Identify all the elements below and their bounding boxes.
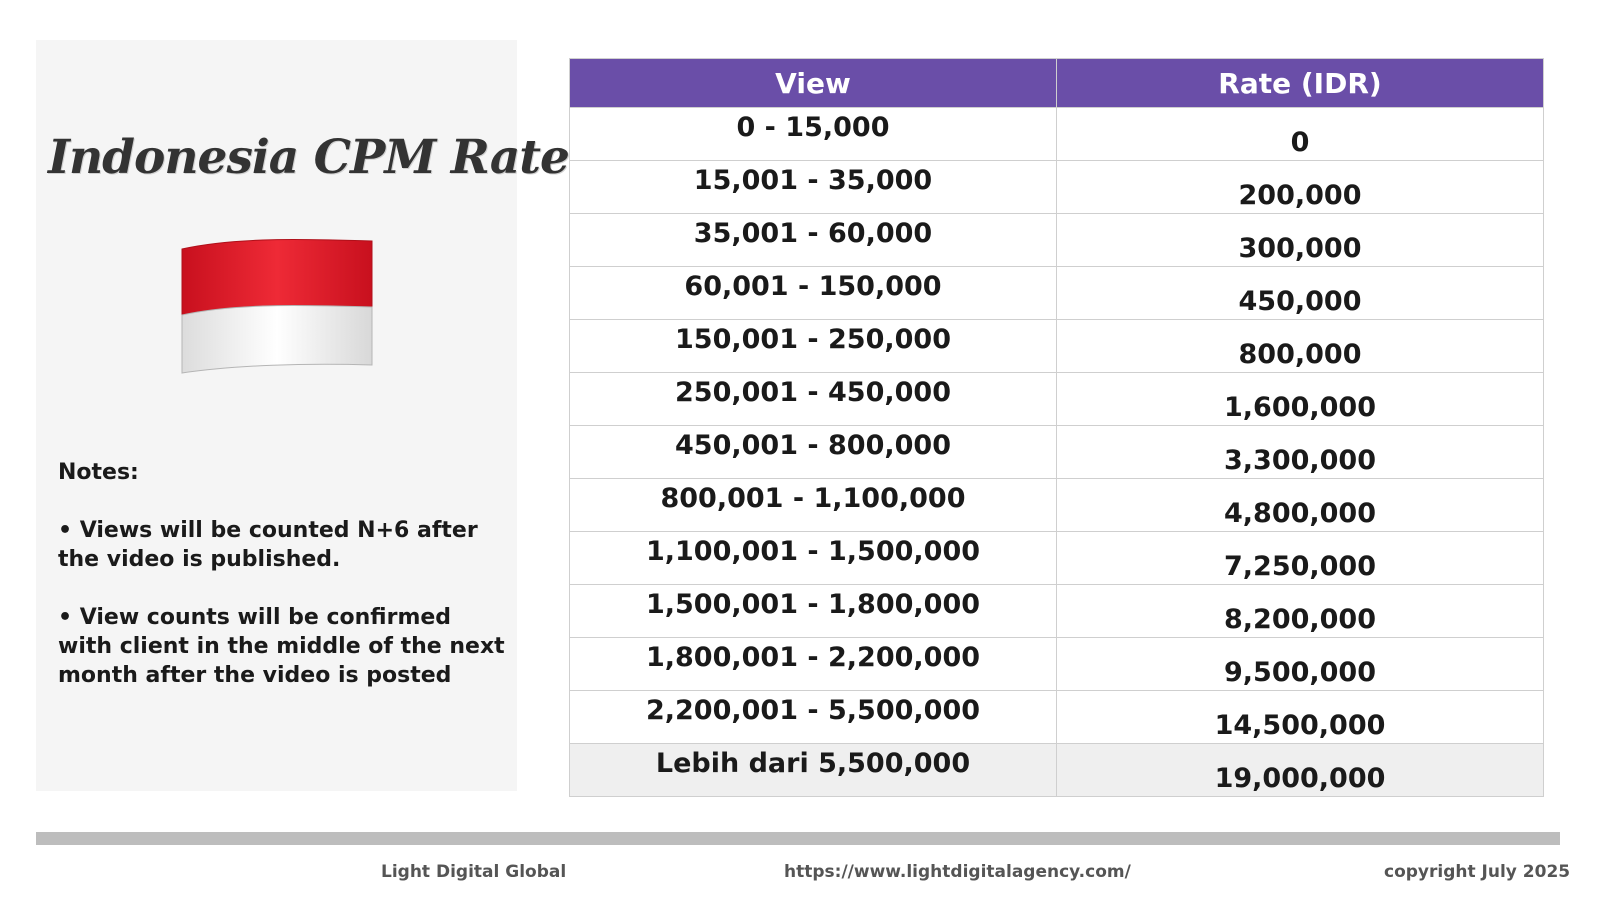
footer-copyright: copyright July 2025 — [1384, 862, 1571, 882]
view-range-cell: 0 - 15,000 — [570, 108, 1057, 161]
table-row — [570, 267, 1544, 320]
view-range-cell: Lebih dari 5,500,000 — [570, 744, 1057, 797]
header-view: View — [570, 59, 1057, 108]
rate-cell: 19,000,000 — [1057, 744, 1544, 797]
rate-cell: 14,500,000 — [1057, 691, 1544, 744]
rate-cell: 300,000 — [1057, 214, 1544, 267]
rate-cell: 1,600,000 — [1057, 373, 1544, 426]
table-row — [570, 320, 1544, 373]
footer-company: Light Digital Global — [381, 862, 567, 882]
footer-url[interactable]: https://www.lightdigitalagency.com/ — [784, 862, 1131, 882]
view-range-cell: 150,001 - 250,000 — [570, 320, 1057, 373]
rate-cell: 8,200,000 — [1057, 585, 1544, 638]
note-item: • Views will be counted N+6 after the video is published. — [58, 518, 478, 572]
table-row — [570, 214, 1544, 267]
rate-cell: 800,000 — [1057, 320, 1544, 373]
rate-cell: 4,800,000 — [1057, 479, 1544, 532]
cpm-rate-table — [569, 58, 1544, 797]
view-range-cell: 35,001 - 60,000 — [570, 214, 1057, 267]
notes-section — [58, 458, 508, 719]
view-range-cell: 60,001 - 150,000 — [570, 267, 1057, 320]
footer-divider — [36, 832, 1560, 845]
table-row — [570, 638, 1544, 691]
rate-cell: 7,250,000 — [1057, 532, 1544, 585]
view-range-cell: 1,500,001 - 1,800,000 — [570, 585, 1057, 638]
table-row — [570, 691, 1544, 744]
table-row — [570, 426, 1544, 479]
table-row — [570, 108, 1544, 161]
page-title: Indonesia CPM Rate — [48, 130, 569, 185]
view-range-cell: 450,001 - 800,000 — [570, 426, 1057, 479]
rate-cell: 450,000 — [1057, 267, 1544, 320]
table-row — [570, 161, 1544, 214]
table-row-last — [570, 744, 1544, 797]
rate-cell: 9,500,000 — [1057, 638, 1544, 691]
header-rate: Rate (IDR) — [1057, 59, 1544, 108]
view-range-cell: 15,001 - 35,000 — [570, 161, 1057, 214]
rate-cell: 0 — [1057, 108, 1544, 161]
table-row — [570, 373, 1544, 426]
view-range-cell: 250,001 - 450,000 — [570, 373, 1057, 426]
view-range-cell: 1,800,001 - 2,200,000 — [570, 638, 1057, 691]
table-row — [570, 532, 1544, 585]
table-header-row — [570, 59, 1544, 108]
indonesia-flag-icon — [176, 235, 376, 375]
rate-cell: 200,000 — [1057, 161, 1544, 214]
view-range-cell: 800,001 - 1,100,000 — [570, 479, 1057, 532]
table-row — [570, 585, 1544, 638]
rate-cell: 3,300,000 — [1057, 426, 1544, 479]
view-range-cell: 1,100,001 - 1,500,000 — [570, 532, 1057, 585]
left-panel — [36, 40, 569, 791]
view-range-cell: 2,200,001 - 5,500,000 — [570, 691, 1057, 744]
notes-heading: Notes: — [58, 460, 139, 485]
table-row — [570, 479, 1544, 532]
note-item: • View counts will be confirmed with client in the middle of the next month after the video is posted — [58, 605, 505, 688]
